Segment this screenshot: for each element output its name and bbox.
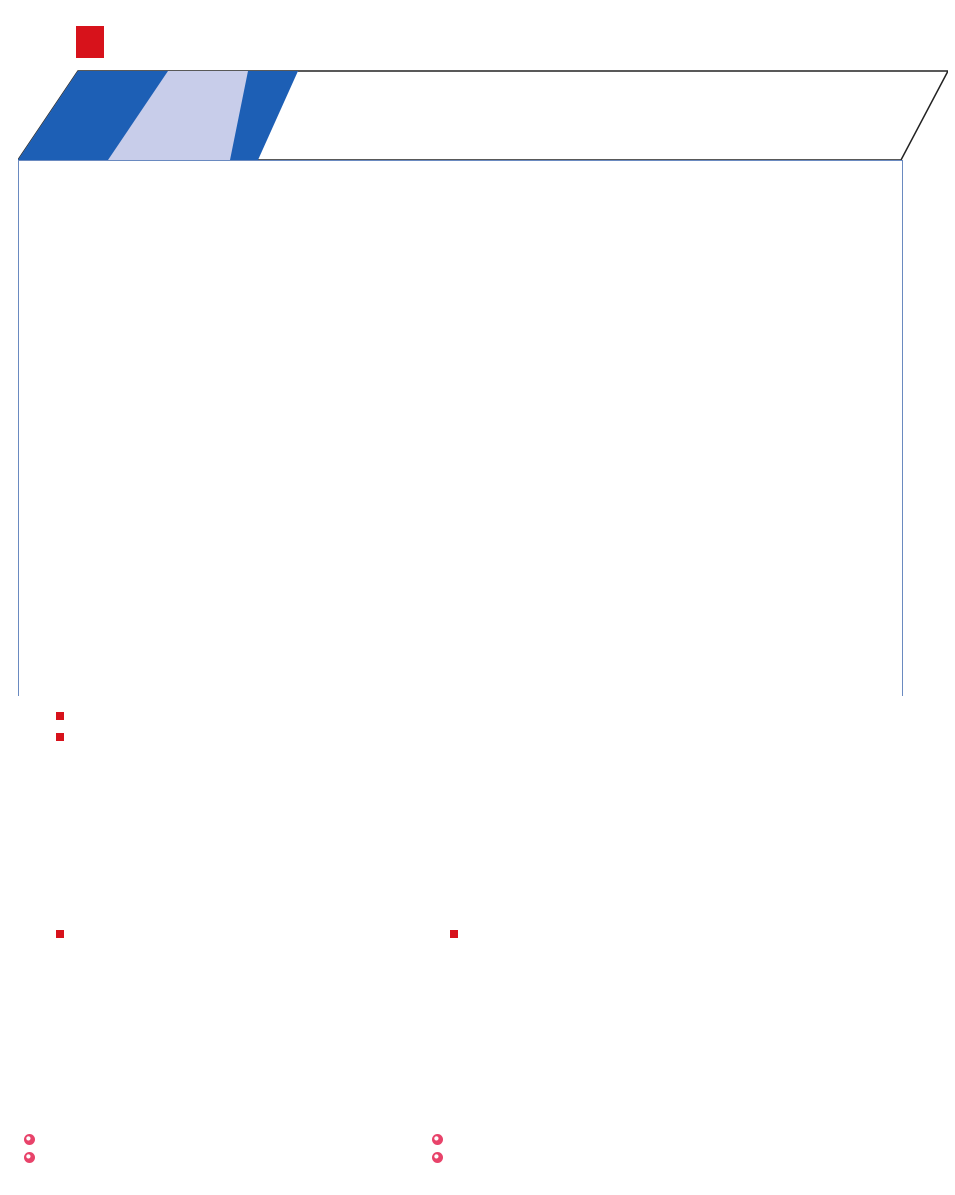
note-item <box>56 708 70 722</box>
note-item <box>450 926 464 940</box>
note-item <box>56 926 70 940</box>
load-table <box>18 160 903 696</box>
table-header-graphic <box>18 68 948 163</box>
note-item <box>56 729 70 743</box>
deflection-limit-line <box>19 161 902 695</box>
legend-stress <box>432 1150 446 1164</box>
legend-d <box>24 1150 38 1164</box>
legend-u <box>24 1132 38 1146</box>
legend-assumption <box>432 1132 446 1146</box>
page-title <box>76 26 104 58</box>
